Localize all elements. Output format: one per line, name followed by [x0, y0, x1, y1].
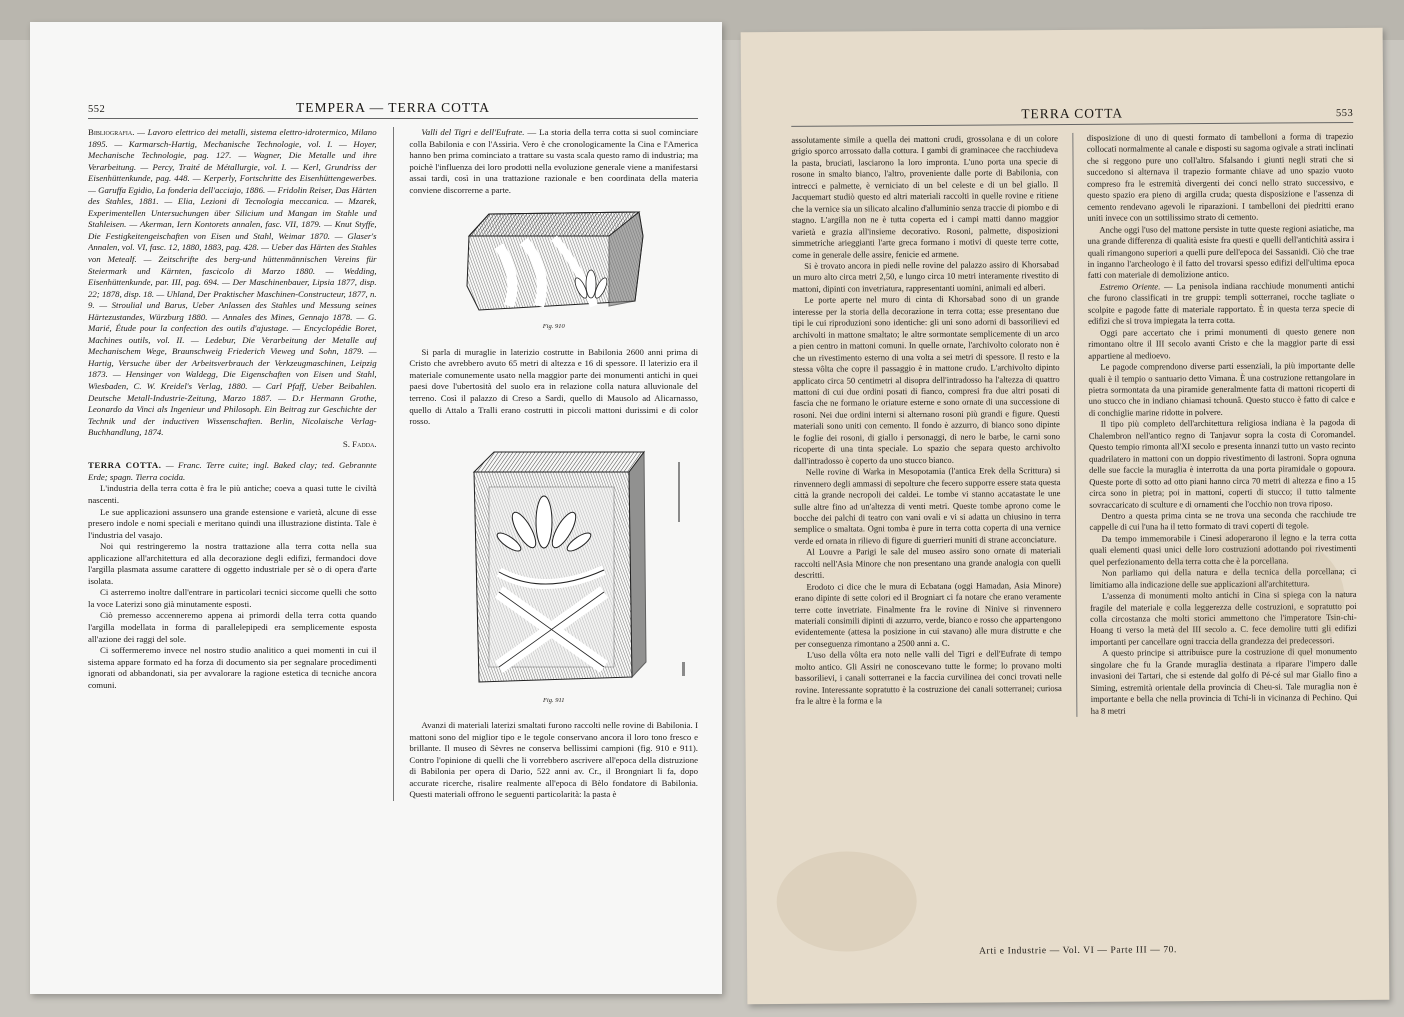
section-intro: — La penisola indiana racchiude monumenti antichi che furono classificati in tre gruppi: templi sotterranei, rocche tagliate o scolpite e pagode fatte di materiale rapportato. È in questa terza specie di edifizi che si trova impiegata la terra cotta.	[1087, 279, 1355, 327]
paragraph: Oggi pare accertato che i primi monumenti di questo genere non rimontano oltre il III secolo avanti Cristo e che la maggior parte di essi appartiene al medioevo.	[1088, 325, 1355, 361]
section-title: Estremo Oriente.	[1099, 281, 1161, 292]
paragraph: Il tipo più completo dell'architettura religiosa indiana è la pagoda di Chalembron nell'antico regno di Tanjavur sopra la costa di Coromandel. Questo tempio rimonta all'XI secolo e presenta innanzi tutto un vasto recinto quadrilatero in mattoni con un doppio rivestimento di lastroni. Sopra ognuna delle sue faccie la muraglia è interrotta da una porta piramidale o gopoura. Queste porte di sotto ad otto piani hanno circa 70 metri di altezza e fino a 15 circa sono in pietra; poi in mattoni, coperti di stucco; il tutto talmente sovraccaricato di sculture e di ornamenti che l'occhio non trova riposo.	[1088, 417, 1356, 510]
binder-mark	[682, 662, 685, 676]
entry-intro: — Franc. Terre cuite; ingl. Baked clay; ted. Gebrannte Erde; spagn. Tierra cocida.	[88, 460, 377, 482]
paragraph: Ciò premesso accenneremo appena ai primordi della terra cotta quando l'argilla modellata in forma di parallelepipedi era semplicemente esposta all'azione dei raggi del sole.	[88, 610, 377, 644]
paragraph: A questo principe si attribuisce pure la costruzione di quel monumento singolare che fu la Grande muraglia destinata a riparare l'impero dalle invasioni dei Tartari, che si estende dal golfo di Pé-cé sul mar Giallo fino a Siming, estremità orientale della provincia di Cheu-si. Tale muraglia non è importante e bella che nella provincia di Tchi-li in vicinanza di Pechino. Qui ha 8 metri	[1090, 646, 1358, 716]
column-rule	[1072, 133, 1077, 717]
paragraph: Al Louvre a Parigi le sale del museo assiro sono ornate di materiali raccolti nell'Asia Minore che non presentano una grande analogia con quelli descritti.	[794, 545, 1061, 581]
paragraph: Le pagode comprendono diverse parti essenziali, la più importante delle quali è il tempio o santuario detto Vimana. È una costruzione rettangolare in pietra sormontata da una piramide generalmente fatta di mattoni ricoperti di uno stucco che in indiano chiamasi tchounâ. Questo stucco è fatto di calce e di conchiglie marine ridotte in polvere.	[1088, 360, 1356, 418]
paragraph: Erodoto ci dice che le mura di Ecbatana (oggi Hamadan, Asia Minore) erano dipinte di sette colori ed il Brogniart ci fa notare che erano veramente terre cotte invetriate. Finalmente fra le rovine di Ninive si rinvennero materiali consimili dipinti di azzurro, verde, bianco e rosso che appartengono evidentemente (attesa la posizione in cui stavano) alle mura distrutte e che per conseguenza rimontano a 2500 anni a. C.	[794, 579, 1062, 649]
paragraph: Noi qui restringeremo la nostra trattazione alla terra cotta nella sua applicazione all'architettura ed alla decorazione degli edifizi, fermandoci dove l'argilla plasmata assume carattere di oggetto industriale per sè o di opera d'arte isolata.	[88, 541, 377, 586]
right-running-title: TERRA COTTA	[1021, 105, 1124, 122]
right-page-header	[791, 104, 1353, 127]
entry-title: TERRA COTTA.	[88, 460, 162, 471]
figure-910	[409, 206, 698, 343]
paragraph: L'uso della vôlta era noto nelle valli del Tigri e dell'Eufrate di tempo molto antico. Gli Assiri ne conoscevano tutte le forme; lo provano molti bassorilievi, i canali sotterranei e la faccia curvilinea dei conci trovati nelle rovine. Interessante sopratutto è la costruzione dei canali sotterranei; curiosa fra le altre è la forma e la	[795, 648, 1062, 707]
paragraph: Ci soffermeremo invece nel nostro studio analitico a quei momenti in cui il sistema appare formato ed ha forza di documento sia per segnalare procedimenti ignorati od abbandonati, sia per avvalorare la ragione estetica di tecniche ancora comuni.	[88, 645, 377, 690]
binder-mark	[678, 462, 680, 522]
left-col-2	[409, 127, 698, 801]
left-page	[30, 22, 722, 994]
entry-heading	[88, 460, 377, 483]
paragraph: Anche oggi l'uso del mattone persiste in tutte queste regioni asiatiche, ma una grande differenza di qualità esiste fra questi e quelli dell'antichità assira i quali rimangono superiori a quelli pure dell'epoca dei Sassanidi. Ciò che trae in inganno l'archeologo è il fatto del trovarsi spesso edifizi dell'ultima epoca fatti con materiale di demolizione antico.	[1087, 222, 1355, 281]
left-columns	[88, 127, 698, 801]
section-title: Valli del Tigri e dell'Eufrate.	[421, 127, 525, 137]
paragraph: Ci asterremo inoltre dall'entrare in particolari tecnici siccome quelli che sotto la voce Laterizi sono già minutamente esposti.	[88, 587, 377, 609]
section-intro: — La storia della terra cotta si suol cominciare colla Babilonia e con l'Assiria. Vero è che cronologicamente la Cina e l'America hanno ben prima cominciato a trattare su vasta scala questo ramo di industria; ma poichè l'influenza dei loro prodotti nella evoluzione generale viene a manifestarsi assai tardi, così in una trattazione razionale e ben coordinata della materia conviene discorrerne a parte.	[409, 127, 699, 195]
left-col-1	[88, 127, 377, 801]
paragraph: Avanzi di materiali laterizi smaltati furono raccolti nelle rovine di Babilonia. I mattoni sono del miglior tipo e le tegole conservano ancora il loro tono fresco e brillante. Il museo di Sèvres ne conserva bellissimi campioni (fig. 910 e 911). Contro l'opinione di quelli che li vorrebbero ascrivere all'epoca della distruzione di Babilonia per opera di Dario, 522 anni av. Cr., il Brongniart li fa, dopo accurate ricerche, risalire realmente all'epoca di Bèlo fondatore di Babilonia. Questi materiali offrono le seguenti particolarità: la pasta è	[409, 720, 699, 800]
figure-911-caption: Fig. 911	[542, 696, 565, 704]
paragraph: disposizione di uno di questi formato di tambelloni a forma di trapezio collocati normalmente al canale e disposti su sagoma ogivale a strati inclinati che si reggono pure uno coll'altro. Sfalsando i giunti negli strati che si succedono si alternava il trapezio formante chiave ad uno spazio vuoto compreso fra le estremità divergenti dei conci nello strato successivo, e questo spazio era pieno di argilla cruda; questa disposizione e l'assenza di cemento rendevano agevoli le riparazioni. I tambelloni dei piedritti erano uniti invece con un sottilissimo strato di cemento.	[1086, 130, 1354, 224]
left-page-header	[88, 100, 698, 119]
paragraph: Le sue applicazioni assunsero una grande estensione e varietà, alcune di esse presero indole e nomi speciali e meritano quindi una illustrazione distinta. Tale è l'industria del vasajo.	[88, 506, 377, 540]
paragraph: Dentro a questa prima cinta se ne trova una seconda che racchiude tre cappelle di cui l'una ha il tetto formato di travi coperti di tegole.	[1089, 508, 1357, 533]
right-page-number: 553	[1335, 107, 1354, 120]
paragraph: assolutamente simile a quella dei mattoni crudi, grossolana e di un colore grigio sporco arrossato dalla cottura. I gambi di graminacee che racchiudeva la pasta, bruciati, lasciarono la loro impronta. L'uno porta una specie di rosone in smalto bianco, l'altro, proveniente dalle porte di Babilonia, con intrecci e palmette, è verniciato di un bel celeste e di un bel giallo. Il Jacquemart studiò questo ed altri materiali raccolti in quelle rovine e ritiene che la vernice sia un silicato alcalino d'alluminio senza traccie di piombo e di stagno. L'argilla non ne è tutta coperta ed i campi matti danno maggior varietà e grazia all'insieme decorativo. Rosoni, palmette, disposizioni simmetriche arieggianti l'arte greca formano i motivi di queste terre cotte, come in generale delle assire, fenicie ed armene.	[791, 133, 1059, 260]
section-heading	[1088, 280, 1355, 328]
right-col-1	[791, 133, 1062, 719]
brick-fragment-illustration	[459, 206, 649, 318]
figure-911	[409, 442, 698, 717]
paragraph: Nelle rovine di Warka in Mesopotamia (l'antica Erek della Scrittura) si rinvennero degli ammassi di sepolture che fecero supporre essere stata questa città la grande necropoli dei caldei. Le tombe vi stanno accatastate le une sulle altre fino ad un'altezza di venti metri. Queste tombe aprono come le bocche dei palchi di teatro con vani ovali e vi si adatta un chiusino in terra semplice o smaltata. Ogni tomba è pure in terra cotta coperta di una vernice verde ed ornata in rilievo di figure di guerrieri muniti di strane acconciature.	[793, 465, 1061, 546]
paragraph: L'assenza di monumenti molto antichi in Cina si spiega con la natura fragile del materiale e colla leggerezza delle costruzioni, e sopratutto poi colla circostanza che molti storici ammettono che l'imperatore Tsin-chi-Hoang ti verso la metà del III secolo a. C. fece demolire tutti gli edifizi importanti per cancellare ogni traccia della grandezza dei predecessori.	[1090, 589, 1357, 647]
paragraph: Le porte aperte nel muro di cinta di Khorsabad sono di un grande interesse per la storia della decorazione in terra cotta; esse presentano due tipi le cui riproduzioni sono identiche: gli uni sono adorni di bassorilievi ed archivolti in mattone smaltato; le altre sormontate semplicemente di un arco a pien centro in mattoni comuni. In quelle ornate, l'archivolto colorato non è che un rivestimento esterno di una volta a sei metri di spessore. Il resto e la stessa vôlta che copre il passaggio è in mattone crudo. L'archivolto dipinto applicato circa 50 centimetri al disopra dell'intradosso ha l'altezza di quattro mattoni di cui due ordini posati di fianco, compresi fra due altri posati di fascia che ne formano le oriature esterne e sono ornate di una successione di rosoni. Nei due ordini interni si alternano rosoni più grandi e figure. Questi materiali sono uniti con cemento. Il fondo è azzurro, di bianco sono dipinte le foglie dei rosoni, di giallo i personaggi, di nero le barbe, le carni sono ricoperte di una tinta speciale. Lo spazio che separa questo archivolto dall'intradosso è coperto da uno stucco bianco.	[792, 293, 1061, 466]
left-running-title: TEMPERA — TERRA COTTA	[295, 100, 491, 115]
paragraph: Non parliamo qui della natura e della tecnica della porcellana; ci limitiamo alla indicazione delle sue applicazioni all'architettura.	[1089, 566, 1357, 590]
column-rule	[393, 127, 394, 801]
glazed-brick-block-illustration	[454, 442, 654, 692]
right-page	[741, 28, 1390, 1004]
paper-stain	[776, 851, 917, 952]
signature: S. Fadda.	[342, 438, 377, 449]
paper-stain	[1164, 528, 1345, 669]
left-page-number: 552	[88, 104, 106, 115]
bibliography	[88, 127, 377, 439]
bibliography-label: Bibliografia.	[88, 127, 135, 137]
bibliography-text: — Lavoro elettrico dei metalli, sistema elettro-idrotermico, Milano 1895. — Karmarsch-Hartig, Mechanische Technologie, vol. I. — Hoyer, Mechanische Technologie, pag. 127. — Wagner, Die Metalle und ihre Verarbeitung. — Percy, Traité de Métallurgie, vol. I. — Kerl, Grundriss der Eisenhüttenkunde, pag. 448. — Kerperly, Fortschritte des Eisenhüttengewerbes. — Garuffa Egidio, La fonderia dell'acciajo, 1886. — Fridolin Reiser, Das Härten des Stahles, 1881. — Elia, Lezioni di Tecnologia meccanica. — Mzarek, Experimentellen Untersuchungen über Silicium und Mangan im Stahle und Stahleisen. — Akerman, Iern Kontorets annalen, fasc. VII, 1879. — Knut Styffe, Die Festigkeitengeischaften von Eisen und Stahl, Weimar 1870. — Glaser's Annalen, vol. VI, fasc. 12, 1880, 1883, pag. 428. — Ueber das Härten des Stahles von Metealf. — Zeitschrifte des berg-und hüttenmännischen Vereins für Steiermark und Kärnten, fascicolo di Marzo 1880. — Wedding, Eisenhüttenkunde, par. III, pag. 694. — Der Maschinenbauer, Lipsia 1877, disp. 22; 1878, disp. 18. — Uhland, Der Praktischer Maschinen-Constructeur, 1877, n. 9. — Stroulial und Barus, Ueber Anlassen des Stahles und Messung seines Härtezustandes, Würzburg 1880. — Annales des Mines, Gennajo 1878. — G. Marié, Étude pour la confection des outils d'ajustage. — Encyclopédie Boret, Machines outils, vol. II. — Ledebur, Die Verarbeitung der Metalle auf Mechanischem Wege, Braunschweig Friederich Vieweg und Sohn, 1879. — Hartig, Versuche über der Arbeitsverbrauch der Verkzeugmaschinen, Leipzig 1873. — Hensinger von Waldegg, Die Eigenschaften von Eisen und Stahl, Wiesbaden, C. W. Kreidel's Verlag, 1880. — Carl Pfaff, Ueber Beibahlen. Deutsche Metall-Industrie-Zeitung, Marzo 1887. — D.r Hermann Grothe, Leonardo da Vinci als Ingenieur und Philosoph. Ein Beitrag zur Geschichte der Technik und der inductiven Wissenschaften. Berlin, Nicolaische Verlag-Buchhandlung, 1874.	[88, 127, 377, 438]
paragraph: L'industria della terra cotta è fra le più antiche; coeva a quasi tutte le civiltà nascenti.	[88, 483, 377, 505]
paragraph: Da tempo immemorabile i Cinesi adoperarono il legno e la terra cotta quali elementi quasi unici delle loro costruzioni adottando poi rivestimenti quel perfezionamento della terra cotta che è la porcellana.	[1089, 531, 1357, 567]
paragraph: Si parla di muraglie in laterizio costrutte in Babilonia 2600 anni prima di Cristo che avrebbero avuto 65 metri di altezza e 16 di spessore. Il laterizio era il materiale comunemente usato nella maggior parte dei monumenti antichi in quei paesi dove l'ubertosità del suolo era in relazione colla natura alluvionale del terreno. Così il palazzo di Creso a Sardi, quello di Mausolo ad Alicarnasso, quello di Attalo a Tralli erano costrutti in piccoli mattoni durissimi e di color rosso.	[409, 346, 699, 427]
figure-910-caption: Fig. 910	[542, 323, 565, 331]
right-page-footer: Arti e Industrie — Vol. VI — Parte III — 70.	[979, 945, 1178, 957]
paragraph: Si è trovato ancora in piedi nelle rovine del palazzo assiro di Khorsabad un muro alto circa metri 2,50, e lungo circa 10 metri interamente rivestito di mattoni, dipinti con invetriatura, rappresentanti uomini, animali ed alberi.	[792, 259, 1059, 294]
section-heading	[409, 127, 698, 196]
